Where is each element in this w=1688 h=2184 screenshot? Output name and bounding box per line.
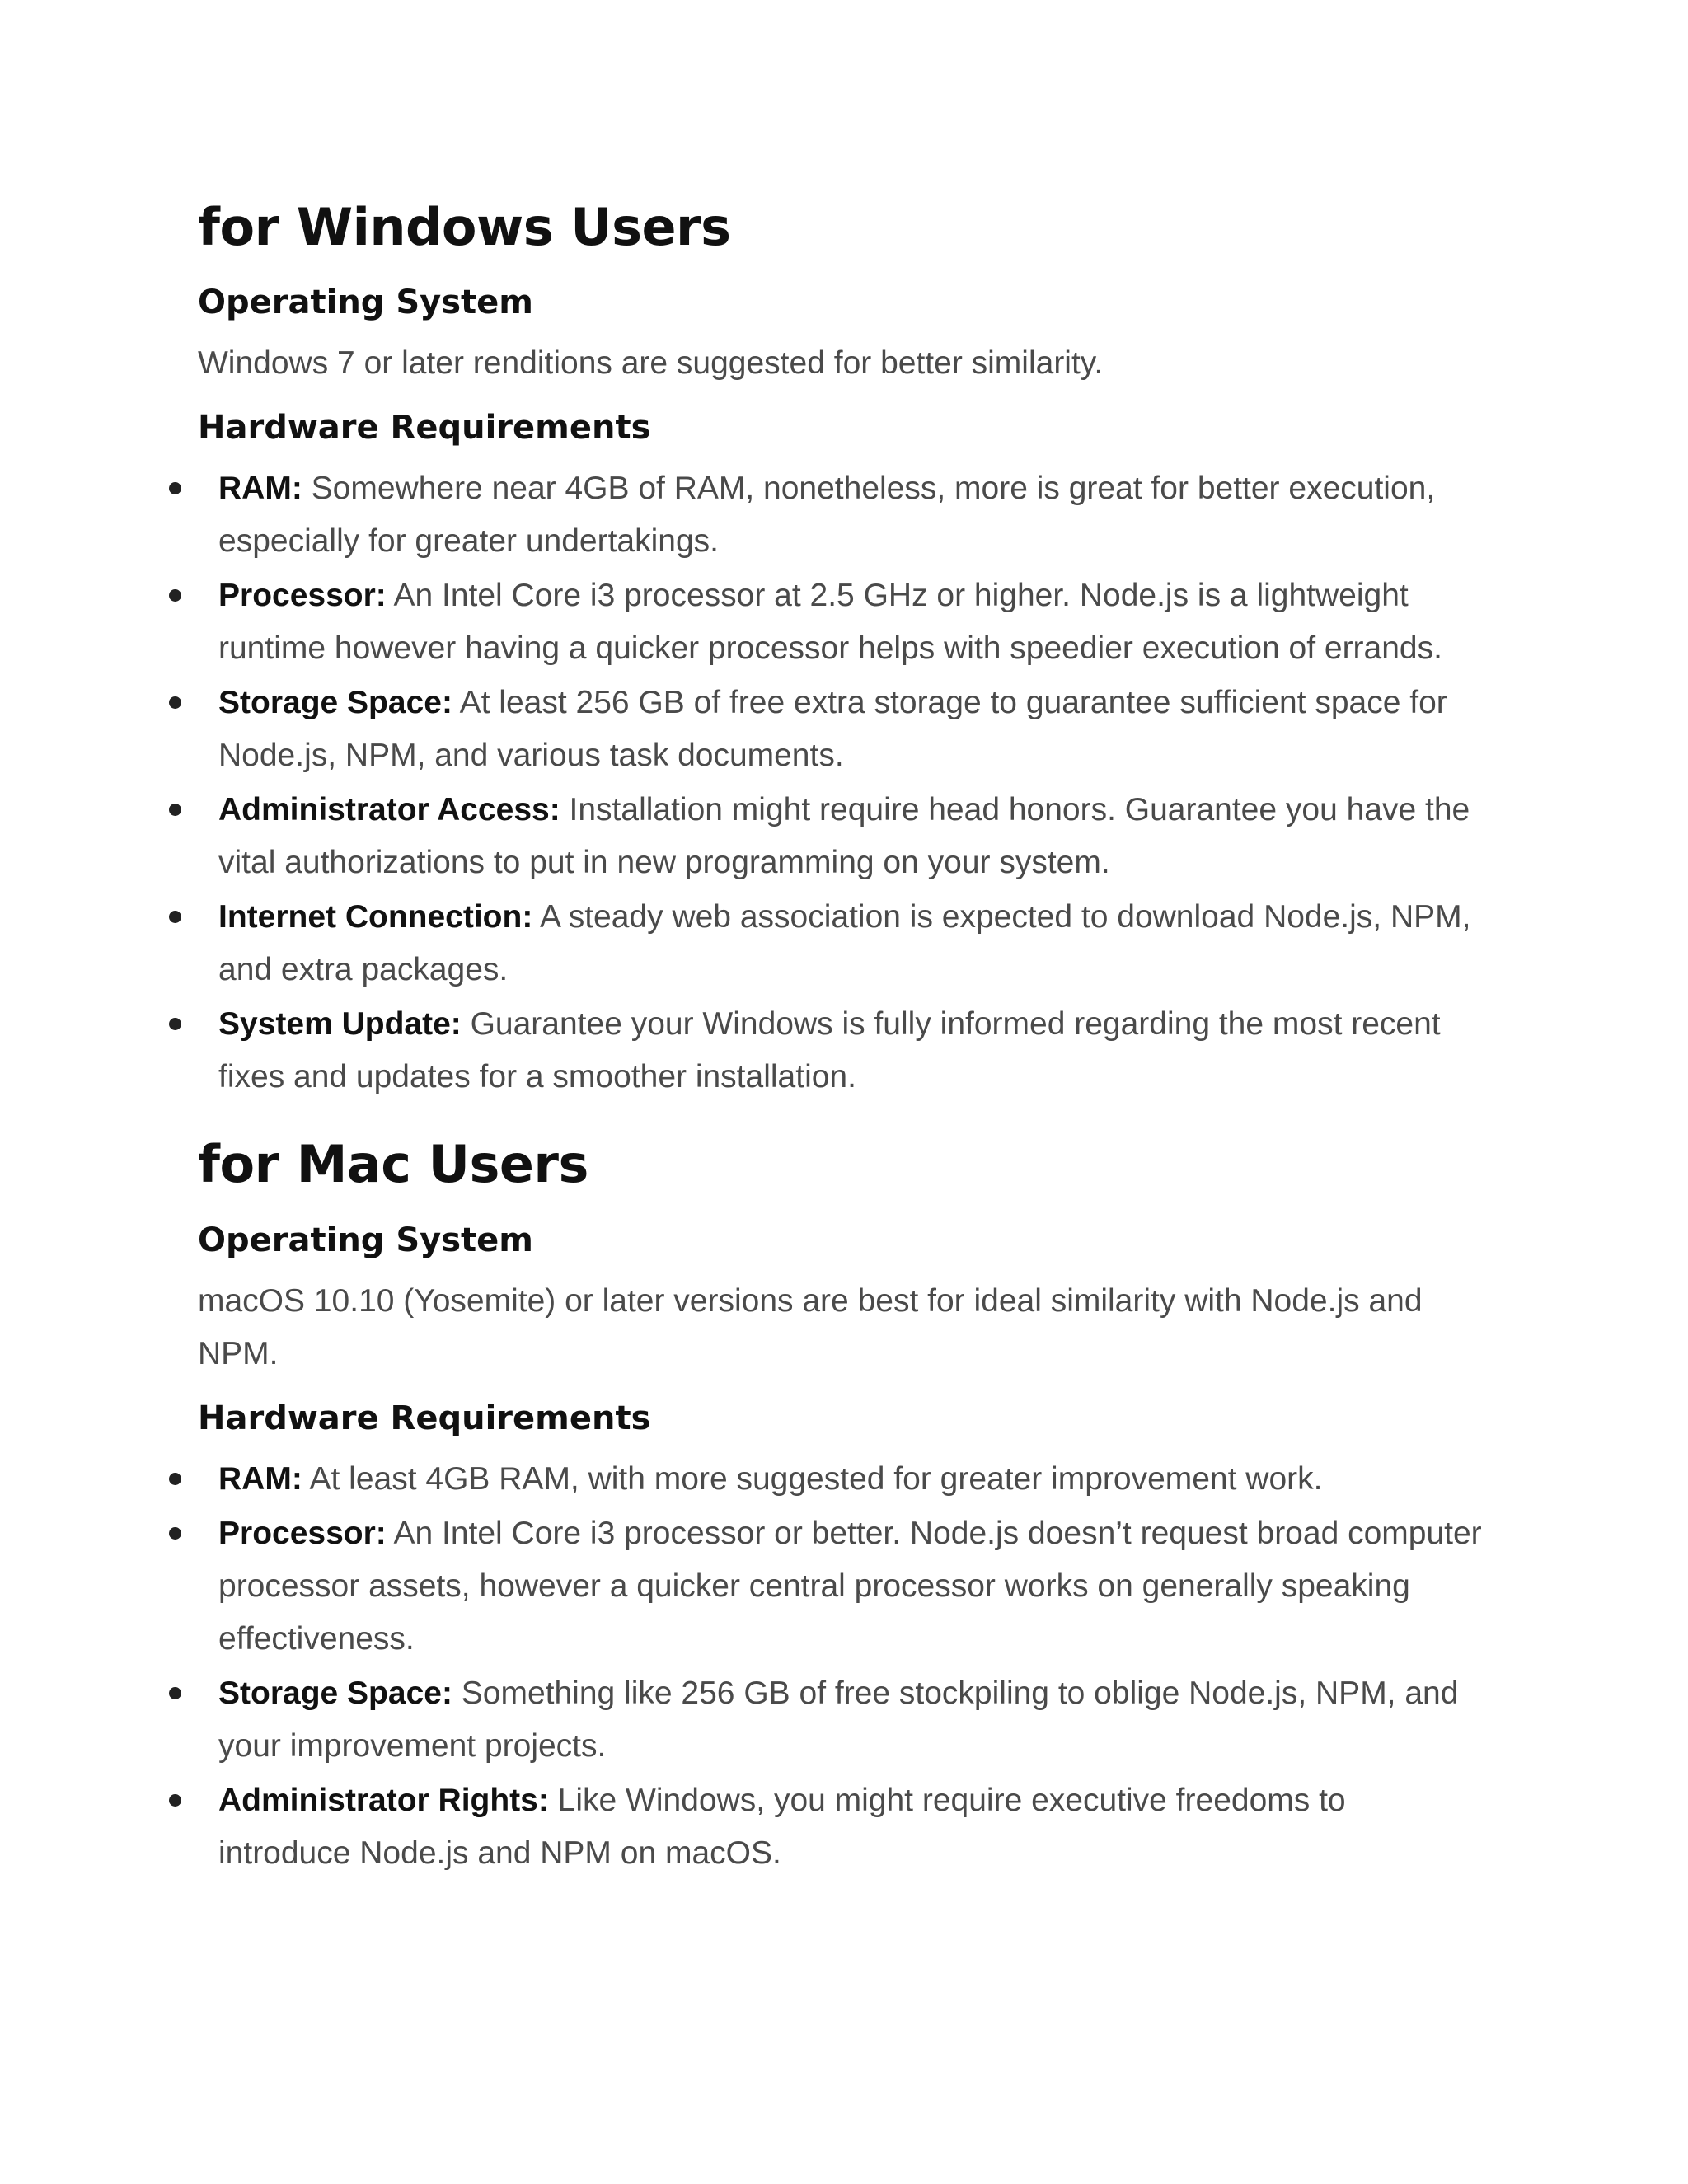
item-term: Storage Space: — [218, 1675, 452, 1711]
mac-os-heading: Operating System — [198, 1221, 533, 1259]
item-text: A steady web association is expected to download Node.js, NPM, and extra packages. — [218, 899, 1471, 988]
windows-os-text: Windows 7 or later renditions are suggested for better similarity. — [198, 345, 1104, 382]
item-text: Guarantee your Windows is fully informed regarding the most recent fixes and updates for a smoother installation. — [218, 1006, 1441, 1095]
windows-os-heading: Operating System — [198, 284, 533, 322]
item-term: Processor: — [218, 1515, 387, 1551]
document-page — [198, 198, 1484, 1882]
item-text: An Intel Core i3 processor or better. Node.js doesn’t request broad computer processor assets, however a quicker central processor works on generally speaking effectiveness. — [218, 1515, 1482, 1657]
item-term: System Update: — [218, 1006, 462, 1043]
list-item — [198, 1774, 1484, 1880]
windows-hw-list — [198, 462, 1484, 1104]
item-term: Processor: — [218, 578, 387, 614]
bullet-icon — [169, 589, 181, 602]
item-term: Storage Space: — [218, 685, 452, 721]
list-item — [198, 569, 1484, 675]
windows-hw-heading: Hardware Requirements — [198, 409, 651, 448]
list-item — [198, 1667, 1484, 1773]
list-item — [198, 998, 1484, 1104]
item-text: At least 256 GB of free extra storage to guarantee sufficient space for Node.js, NPM, and various task documents. — [218, 685, 1447, 774]
list-item — [198, 677, 1484, 782]
mac-hw-heading: Hardware Requirements — [198, 1399, 651, 1437]
bullet-icon — [169, 911, 181, 923]
bullet-icon — [169, 1687, 181, 1699]
bullet-icon — [169, 1527, 181, 1540]
bullet-icon — [169, 1018, 181, 1030]
item-text: Something like 256 GB of free stockpiling to oblige Node.js, NPM, and your improvement projects. — [218, 1675, 1459, 1764]
list-item — [198, 784, 1484, 889]
list-item — [198, 1453, 1484, 1506]
item-text: An Intel Core i3 processor at 2.5 GHz or higher. Node.js is a lightweight runtime however having a quicker processor helps with speedier execution of errands. — [218, 578, 1442, 667]
windows-section-title: for Windows Users — [198, 197, 731, 257]
mac-os-text: macOS 10.10 (Yosemite) or later versions are best for ideal similarity with Node.js and NPM. — [198, 1282, 1423, 1371]
item-term: Administrator Access: — [218, 792, 560, 828]
item-text: Like Windows, you might require executive freedoms to introduce Node.js and NPM on macOS. — [218, 1782, 1346, 1871]
bullet-icon — [169, 1473, 181, 1485]
bullet-icon — [169, 696, 181, 709]
item-text: Installation might require head honors. Guarantee you have the vital authorizations to put in new programming on your system. — [218, 792, 1470, 881]
item-term: Administrator Rights: — [218, 1782, 549, 1818]
bullet-icon — [169, 804, 181, 816]
mac-hw-list — [198, 1453, 1484, 1880]
mac-section-title: for Mac Users — [198, 1134, 588, 1195]
item-term: Internet Connection: — [218, 899, 533, 935]
list-item — [198, 891, 1484, 996]
bullet-icon — [169, 1794, 181, 1807]
list-item — [198, 1507, 1484, 1666]
list-item — [198, 462, 1484, 568]
item-text: Somewhere near 4GB of RAM, nonetheless, more is great for better execution, especially for greater undertakings. — [218, 471, 1436, 560]
item-term: RAM: — [218, 471, 302, 507]
bullet-icon — [169, 482, 181, 494]
item-term: RAM: — [218, 1460, 302, 1497]
item-text: At least 4GB RAM, with more suggested for greater improvement work. — [302, 1460, 1323, 1497]
